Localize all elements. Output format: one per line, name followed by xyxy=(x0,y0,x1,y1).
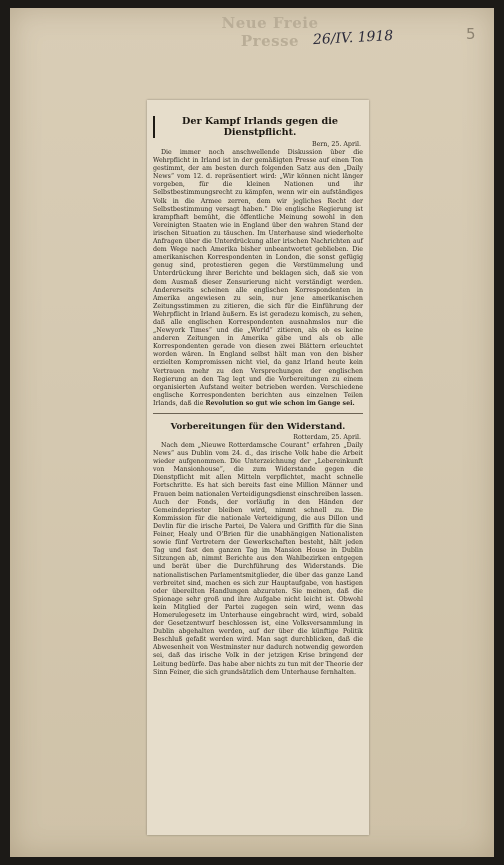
article-body xyxy=(153,149,363,408)
article-dateline: Bern, 25. April. xyxy=(311,141,361,148)
newspaper-clipping xyxy=(147,100,369,835)
section-divider xyxy=(153,413,363,414)
article-body-emphasis: Revolution so gut wie schon im Gange sei. xyxy=(205,399,355,407)
article-body-2: Nach dem „Nieuwe Rotterdamsche Courant“ erfahren „Daily News“ aus Dublin vom 24. d., das irische Volk habe die Arbeit wieder aufgenommen. Die Unterzeichnung der „Lebereinkunft von Mansionhouse“, die zum Widerstande gegen die Dienstpflicht mit allen Mitteln verpflichtet, macht schnelle Fortschritte. Es hat sich bereits fast eine Million Männer und Frauen beim nationalen Verteidigungsdienst einschreiben lassen. Auch der Fonds, der vorläufig in den Händen der Gemeindepriester bleiben wird, nimmt schnell zu. Die Kommission für die nationale Verteidigung, die aus Dillon und Devlin für die irische Partei, De Valera und Griffith für die Sinn Feiner, Healy und O'Brien für die unabhängigen Nationalisten sowie fünf Vertretern der Gewerkschaften besteht, hält jeden Tag und fast den ganzen Tag im Mansion House in Dublin Sitzungen ab, nimmt Berichte aus den Wahlbezirken entgegen und berät über die Durchführung des Widerstands. Die nationalistischen Parlamentsmitglieder, die über das ganze Land verbreitet sind, machen es sich zur Hauptaufgabe, von hastigen oder übereilten Handlungen abzuraten. Sie meinen, daß die Spionage sehr groß und ihre Aufgabe nicht leicht ist. Obwohl kein Mitglied der Partei zugegen sein wird, wenn das Homerulegesetz im Unterhause eingebracht wird, wird, sobald der Gesetzentwurf beschlossen ist, eine Volksversammlung in Dublin abgehalten werden, auf der über die künftige Politik Beschluß gefaßt werden wird. Man sagt durchblicken, daß die Abwesenheit von Westminster nur dadurch notwendig geworden sei, daß das irische Volk in der jetzigen Krise bringend der Leitung bedürfe. Das habe aber nichts zu tun mit der Theorie der Sinn Feiner, die sich grundsätzlich dem Unterhause fernhalten. xyxy=(153,442,363,676)
page-number: 5 xyxy=(466,25,476,43)
handwritten-date: 26/IV. 1918 xyxy=(312,27,394,49)
article-headline: Der Kampf Irlands gegen die Dienstpflicht. xyxy=(153,116,363,138)
article-body-text: Die immer noch anschwellende Diskussion über die Wehrpflicht in Irland ist in der gemäßigten Presse auf einen Ton gestimmt, der am besten durch folgenden Satz aus den „Daily News“ vom 12. d. repräsentiert wird: „Wir können nicht länger vorgeben, für die kleinen Nationen und ihr Selbstbestimmungsrecht zu kämpfen, wenn wir ein aufständiges Volk in die Armee zerren, dem wir jegliches Recht der Selbstbestimmung versagt haben.“ Die englische Regierung ist krampfhaft bemüht, die öffentliche Meinung sowohl in den Vereinigten Staaten wie in England über den wahren Stand der irischen Situation zu täuschen. Im Unterhause sind wiederholte Anfragen über die Unterdrückung aller irischen Nachrichten auf dem Wege nach Amerika bisher unbeantwortet geblieben. Die amerikanischen Korrespondenten in London, die sonst gefügig genug sind, protestieren gegen die Verstümmelung und Unterdrückung ihrer Berichte und beklagen sich, daß sie von dem Ausmaß dieser Zensurierung nicht verständigt werden. Andererseits scheinen alle englischen Korrespondenten in Amerika angewiesen zu sein, nur jene amerikanischen Zeitungsstimmen zu zitieren, die sich für die Einführung der Wehrpflicht in Irland äußern. Es ist geradezu komisch, zu sehen, daß alle englischen Korrespondenten ausnahmslos nur die „Newyork Times“ und die „World“ zitieren, als ob es keine anderen Zeitungen in Amerika gäbe und als ob alle Korrespondenten gerade von diesen zwei Blättern erleuchtet worden wären. In England selbst hält man von den bisher erzielten Kompromissen nicht viel, da ganz Irland heute kein Vertrauen mehr zu den Versprechungen der englischen Regierung an den Tag legt und die Vorbereitungen zu einem organisierten Aufstand weiter betrieben werden. Verschiedene englische Korrespondenten berichten aus einzelnen Teilen Irlands, daß die xyxy=(153,149,363,407)
article-dateline-2: Rotterdam, 25. April. xyxy=(293,434,361,441)
archival-sheet xyxy=(10,8,494,857)
newspaper-masthead: Neue Freie Presse xyxy=(221,14,319,50)
article-subheadline: Vorbereitungen für den Widerstand. xyxy=(170,422,346,432)
